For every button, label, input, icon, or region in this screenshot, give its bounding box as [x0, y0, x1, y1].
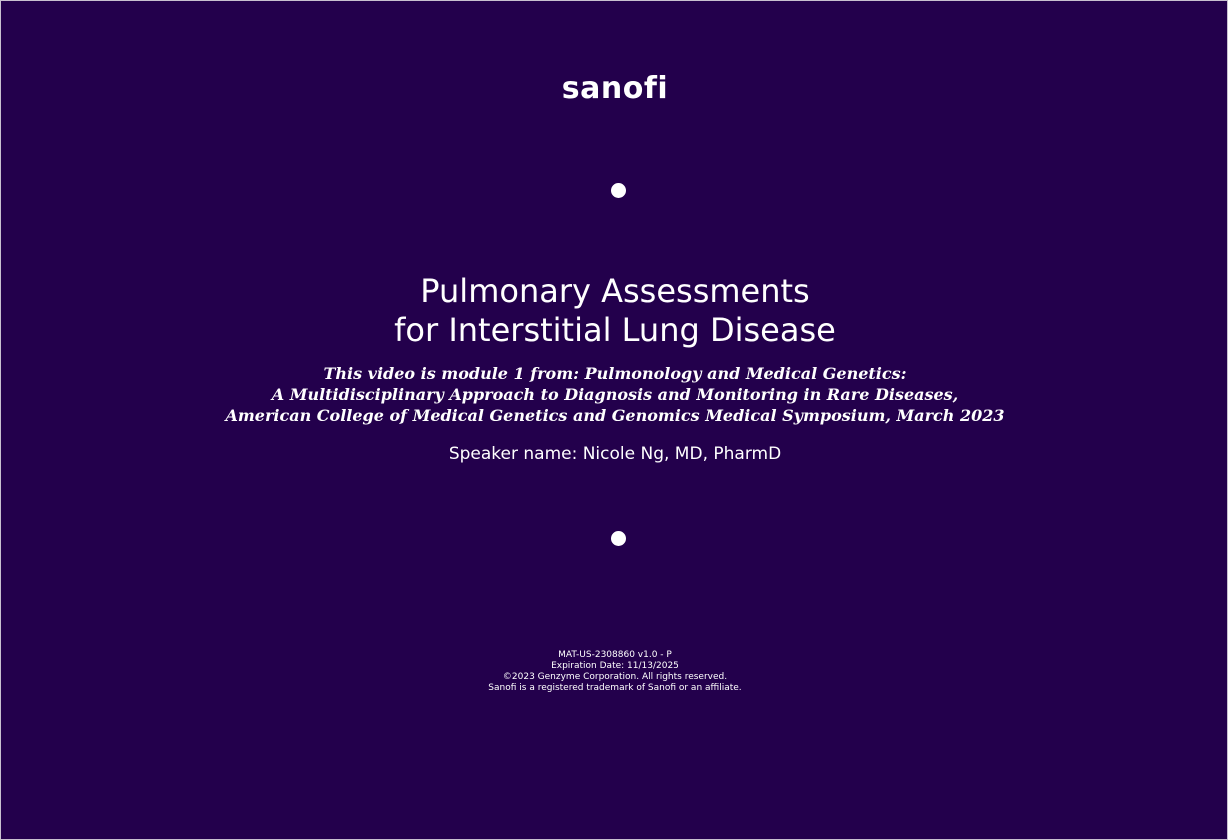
sanofi-logo: sanofi [561, 71, 669, 106]
material-code: MAT-US-2308860 v1.0 - P [558, 650, 672, 660]
decorative-dot-bottom [611, 531, 626, 546]
module-description-line-2: A Multidisciplinary Approach to Diagnosis and Monitoring in Rare Diseases, [271, 385, 959, 404]
module-description [1, 363, 1228, 426]
slide-title-line-2: for Interstitial Lung Disease [394, 311, 836, 349]
slide-title [1, 272, 1228, 350]
module-description-line-1: This video is module 1 from: Pulmonology and Medical Genetics: [323, 364, 907, 383]
decorative-dot-top [611, 183, 626, 198]
legal-footer [1, 650, 1228, 694]
speaker-name: Speaker name: Nicole Ng, MD, PharmD [448, 444, 782, 464]
module-description-line-3: American College of Medical Genetics and Genomics Medical Symposium, March 2023 [225, 406, 1005, 425]
trademark-notice: Sanofi is a registered trademark of Sanofi or an affiliate. [488, 683, 742, 693]
slide-title-line-1: Pulmonary Assessments [420, 272, 810, 310]
expiration-date: Expiration Date: 11/13/2025 [551, 661, 679, 671]
copyright-notice: ©2023 Genzyme Corporation. All rights reserved. [502, 672, 728, 682]
